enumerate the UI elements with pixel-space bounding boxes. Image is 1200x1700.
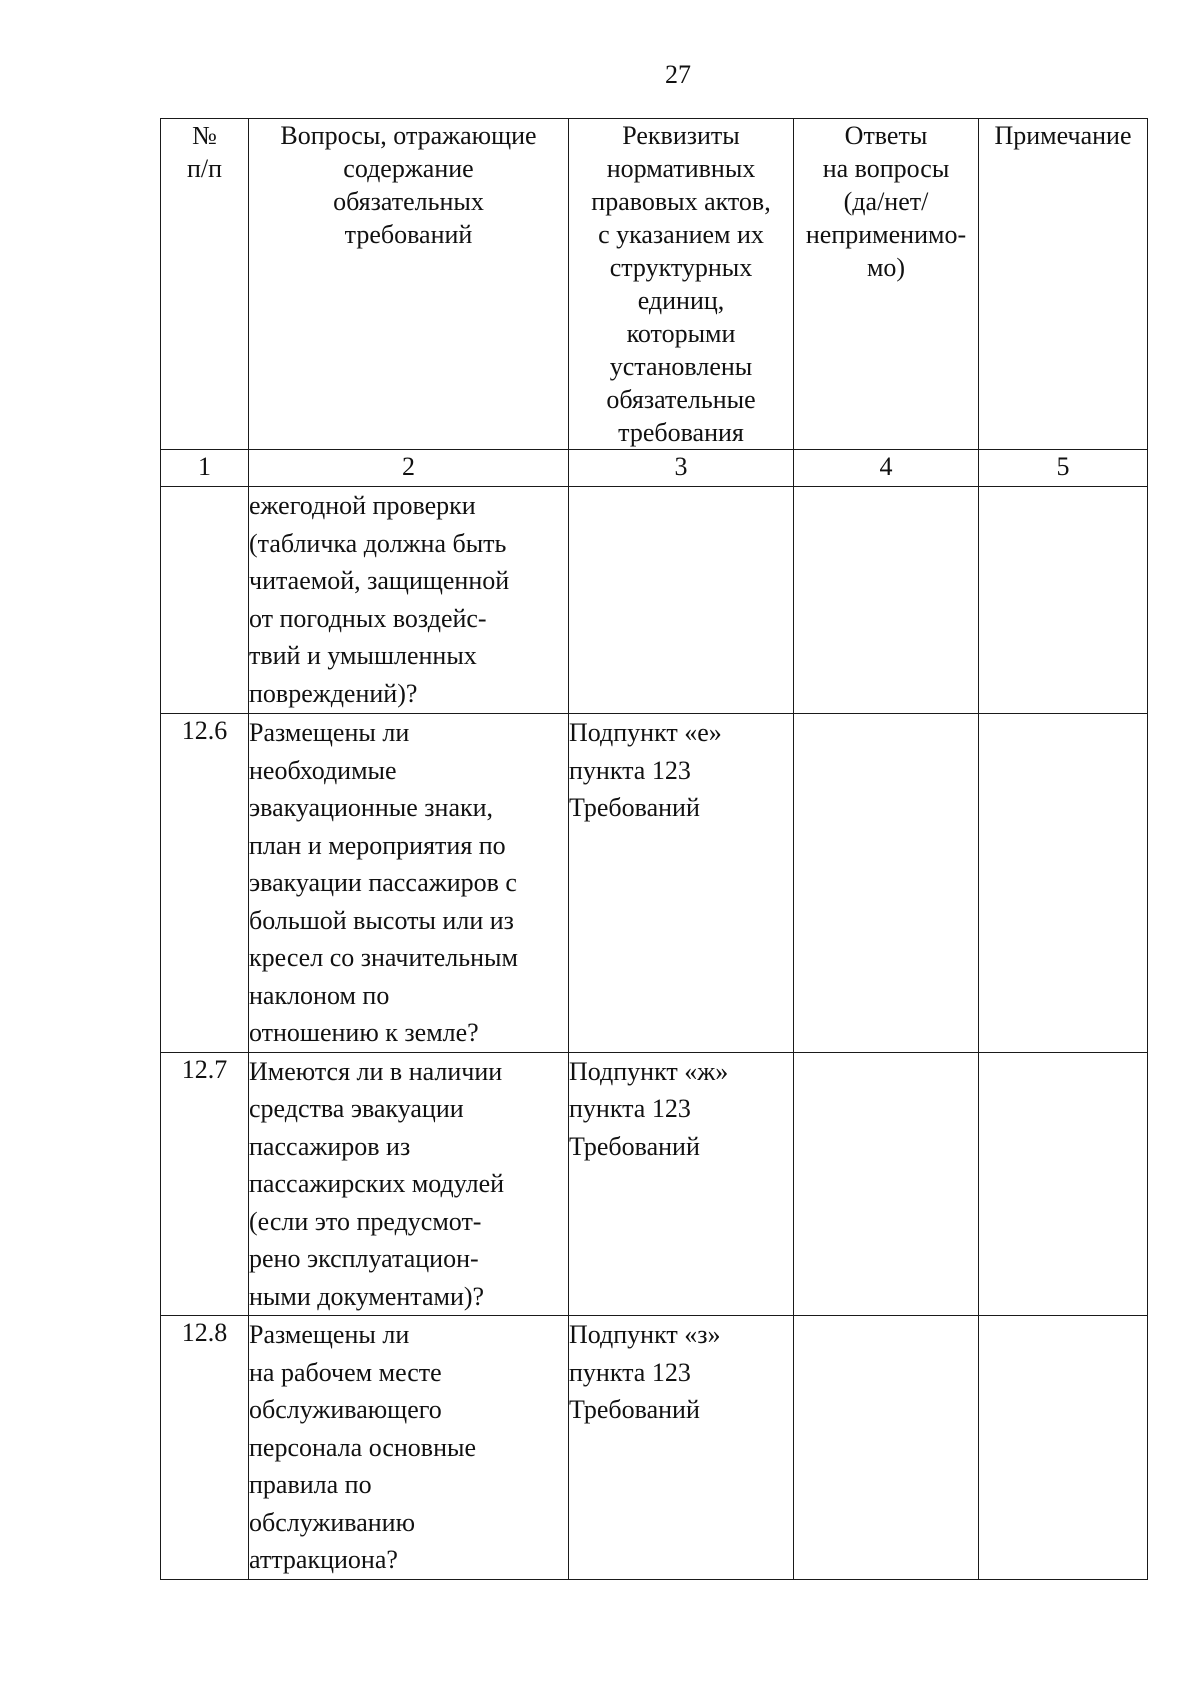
answer-cell	[794, 714, 979, 1053]
column-number: 1	[161, 450, 249, 487]
checklist-table	[160, 118, 1148, 1580]
question-cell: Размещены ли на рабочем месте обслуживающего персонала основные правила по обслуживанию аттракциона?	[249, 1316, 569, 1580]
requisite-cell: Подпункт «ж» пункта 123 Требований	[569, 1052, 794, 1316]
row-number: 12.6	[161, 714, 249, 1053]
header-cell-answers: Ответы на вопросы (да/нет/ неприменимо- мо)	[794, 119, 979, 450]
row-number: 12.8	[161, 1316, 249, 1580]
note-cell	[979, 1316, 1148, 1580]
header-cell-number: № п/п	[161, 119, 249, 450]
answer-cell	[794, 487, 979, 714]
column-number: 4	[794, 450, 979, 487]
column-number-row	[161, 450, 1148, 487]
table-row	[161, 1052, 1148, 1316]
question-cell: Размещены ли необходимые эвакуационные знаки, план и мероприятия по эвакуации пассажиров с большой высоты или из кресел со значительным наклоном по отношению к земле?	[249, 714, 569, 1053]
page-number: 27	[665, 60, 691, 89]
table-row	[161, 487, 1148, 714]
column-number: 2	[249, 450, 569, 487]
note-cell	[979, 714, 1148, 1053]
header-cell-requisites: Реквизиты нормативных правовых актов, с указанием их структурных единиц, которыми установлены обязательные требования	[569, 119, 794, 450]
column-number: 5	[979, 450, 1148, 487]
table-header-row	[161, 119, 1148, 450]
note-cell	[979, 1052, 1148, 1316]
requisite-cell: Подпункт «з» пункта 123 Требований	[569, 1316, 794, 1580]
question-cell: Имеются ли в наличии средства эвакуации пассажиров из пассажирских модулей (если это предусмот- рено эксплуатацион- ными документами)?	[249, 1052, 569, 1316]
table-row	[161, 1316, 1148, 1580]
header-cell-note: Примечание	[979, 119, 1148, 450]
requisite-cell	[569, 487, 794, 714]
requisite-cell: Подпункт «е» пункта 123 Требований	[569, 714, 794, 1053]
table-row	[161, 714, 1148, 1053]
header-cell-questions: Вопросы, отражающие содержание обязательных требований	[249, 119, 569, 450]
column-number: 3	[569, 450, 794, 487]
row-number: 12.7	[161, 1052, 249, 1316]
answer-cell	[794, 1316, 979, 1580]
answer-cell	[794, 1052, 979, 1316]
question-cell: ежегодной проверки (табличка должна быть читаемой, защищенной от погодных воздейс- твий и умышленных повреждений)?	[249, 487, 569, 714]
note-cell	[979, 487, 1148, 714]
row-number	[161, 487, 249, 714]
